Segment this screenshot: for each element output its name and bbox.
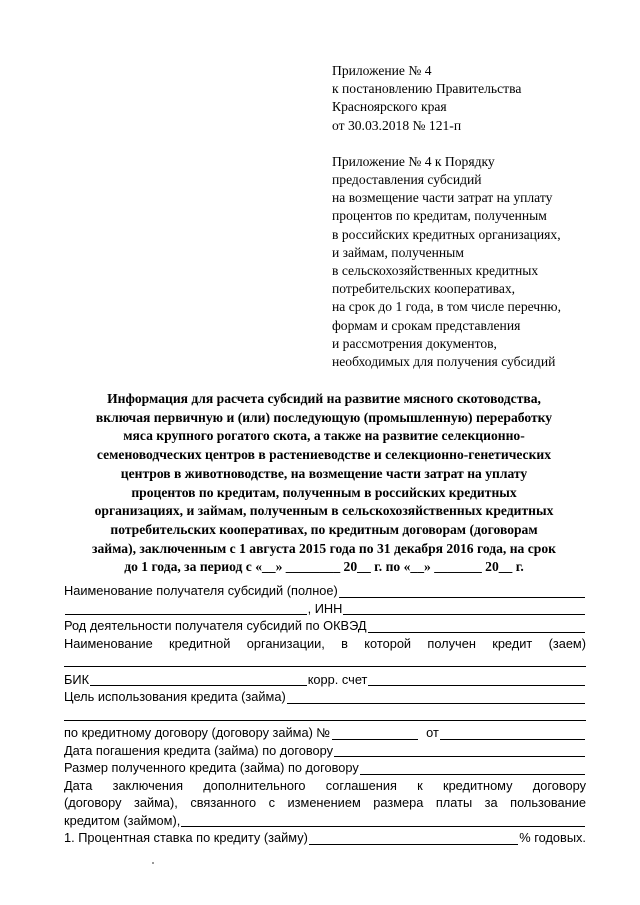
supplement-label-1: Дата заключения дополнительного соглашения к кредитному договору bbox=[64, 777, 586, 793]
credit-org-label: Наименование кредитной организации, в которой получен кредит (заем) bbox=[64, 635, 586, 651]
appendix-line: на срок до 1 года, в том числе перечню, bbox=[332, 299, 561, 315]
title-line: до 1 года, за период с «__» ________ 20__ г. по «__» _______ 20__ г. bbox=[124, 559, 524, 575]
purpose-field[interactable] bbox=[287, 691, 585, 704]
supplement-date-field[interactable] bbox=[181, 814, 585, 827]
appendix-line: предоставления субсидий bbox=[332, 172, 482, 188]
agreement-number-field[interactable] bbox=[332, 727, 418, 740]
appendix-line: Приложение № 4 bbox=[332, 63, 432, 78]
title-line: центров в животноводстве, на возмещение части затрат на уплату bbox=[120, 465, 528, 481]
amount-field[interactable] bbox=[360, 762, 585, 775]
repay-date-field[interactable] bbox=[334, 744, 585, 757]
amount-row bbox=[64, 759, 586, 777]
okved-label: Род деятельности получателя субсидий по ОКВЭД bbox=[64, 618, 367, 633]
title-line: процентов по кредитам, полученным в российских кредитных bbox=[131, 484, 517, 500]
corr-account-label: корр. счет bbox=[307, 671, 368, 687]
from-label: от bbox=[426, 725, 439, 740]
supplement-label-2: (договору займа), связанного с изменением размера платы за пользование bbox=[64, 795, 586, 810]
title-line: мяса крупного рогатого скота, а также на развитие селекционно- bbox=[123, 428, 525, 444]
appendix-line: процентов по кредитам, полученным bbox=[332, 208, 547, 224]
appendix-line: в российских кредитных организациях, bbox=[332, 226, 561, 242]
inn-label: , ИНН bbox=[307, 600, 343, 616]
appendix-line: формам и срокам представления bbox=[332, 317, 521, 333]
title-line: включая первичную и (или) последующую (промышленную) переработку bbox=[95, 409, 553, 425]
recipient-name-continued-field[interactable] bbox=[65, 602, 307, 615]
rate-label: 1. Процентная ставка по кредиту (займу) bbox=[64, 830, 308, 845]
purpose-row bbox=[64, 688, 586, 706]
recipient-name-row bbox=[64, 582, 586, 600]
rate-suffix: % годовых. bbox=[519, 830, 586, 845]
title-line: организациях, и займам, полученным в сельскохозяйственных кредитных bbox=[94, 503, 554, 519]
corr-account-field[interactable] bbox=[368, 673, 585, 686]
okved-row bbox=[64, 617, 586, 635]
title-line: семеноводческих центров в растениеводстве и селекционно-генетических bbox=[96, 447, 552, 463]
okved-field[interactable] bbox=[368, 620, 585, 633]
info-form bbox=[64, 582, 586, 847]
appendix-line: на возмещение части затрат на уплату bbox=[332, 190, 553, 206]
agreement-row bbox=[64, 724, 586, 742]
appendix-header bbox=[332, 62, 628, 371]
document-title bbox=[54, 390, 594, 577]
supplement-row-2 bbox=[64, 794, 586, 812]
inn-field[interactable] bbox=[343, 602, 585, 615]
appendix-line: и рассмотрения документов, bbox=[332, 335, 497, 351]
bik-row bbox=[64, 671, 586, 689]
appendix-line: в сельскохозяйственных кредитных bbox=[332, 263, 539, 279]
agreement-label: по кредитному договору (договору займа) № bbox=[64, 725, 331, 740]
recipient-name-label: Наименование получателя субсидий (полное) bbox=[64, 583, 338, 598]
rate-row bbox=[64, 829, 586, 847]
rate-field[interactable] bbox=[309, 832, 518, 845]
supplement-row-3 bbox=[64, 812, 586, 830]
repay-date-label: Дата погашения кредита (займа) по договору bbox=[64, 742, 334, 758]
title-line: займа), заключенным с 1 августа 2015 года по 31 декабря 2016 года, на срок bbox=[92, 540, 556, 556]
purpose-label: Цель использования кредита (займа) bbox=[64, 689, 286, 704]
appendix-line: и займам, полученным bbox=[332, 244, 464, 260]
bik-label: БИК bbox=[64, 671, 90, 687]
amount-label: Размер полученного кредита (займа) по договору bbox=[64, 760, 359, 775]
supplement-row-1 bbox=[64, 777, 586, 795]
appendix-line: потребительских кооперативах, bbox=[332, 281, 516, 297]
repay-date-row bbox=[64, 742, 586, 760]
scan-speck bbox=[152, 862, 154, 864]
credit-org-row bbox=[64, 635, 586, 653]
bik-field[interactable] bbox=[90, 673, 307, 686]
purpose-continued-field[interactable] bbox=[64, 706, 586, 721]
appendix-line: от 30.03.2018 № 121-п bbox=[332, 117, 462, 133]
credit-org-field[interactable] bbox=[64, 652, 586, 667]
appendix-line: к постановлению Правительства bbox=[332, 81, 522, 97]
spacer bbox=[332, 135, 628, 153]
agreement-date-field[interactable] bbox=[440, 727, 585, 740]
appendix-line: необходимых для получения субсидий bbox=[332, 354, 556, 370]
appendix-line: Красноярского края bbox=[332, 99, 447, 115]
title-line: потребительских кооперативах, по кредитным договорам (договорам bbox=[110, 521, 538, 537]
appendix-line: Приложение № 4 к Порядку bbox=[332, 153, 495, 169]
supplement-label-3: кредитом (займом), bbox=[64, 812, 181, 828]
inn-row bbox=[64, 600, 586, 618]
recipient-name-field[interactable] bbox=[339, 585, 585, 598]
title-line: Информация для расчета субсидий на развитие мясного скотоводства, bbox=[107, 391, 541, 406]
